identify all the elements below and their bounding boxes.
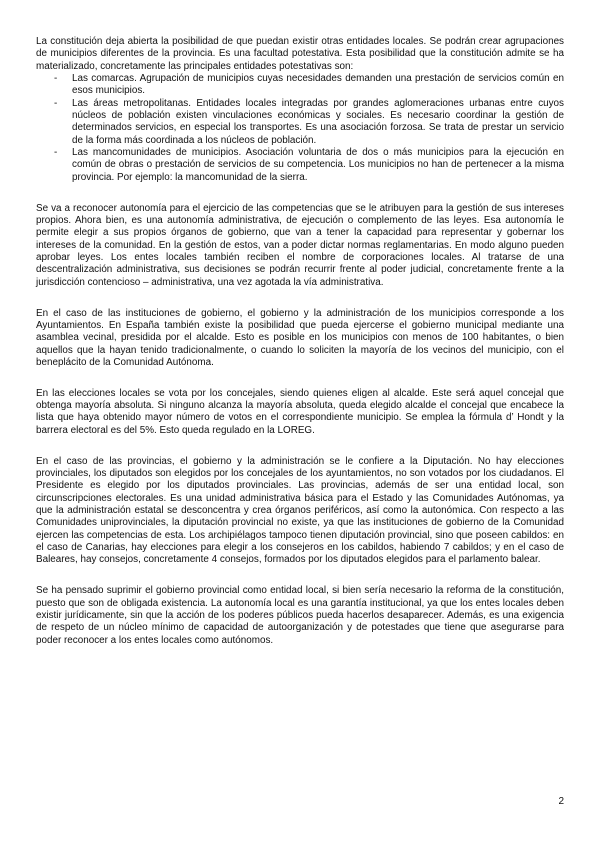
list-bullet: - <box>54 73 58 85</box>
list-item-text: Las comarcas. Agrupación de municipios cuyas necesidades demanden una prestación de servicios común en esos municipios. <box>72 73 564 97</box>
intro-paragraph: La constitución deja abierta la posibilidad de que puedan existir otras entidades locales. Se podrán crear agrupaciones de municipios diferentes de la provincia. Es una facultad potestativa. Esta posibilidad que la constitución admite se ha materializado, concretamente las principales entidades potestativas son: <box>36 36 564 72</box>
paragraph-instituciones-gobierno: En el caso de las instituciones de gobierno, el gobierno y la administración de los municipios corresponde a los Ayuntamientos. En España también existe la posibilidad que pueda ejercerse el gobierno municipal mediante una asamblea vecinal, presidida por el alcalde. Esto es posible en los municipios con menos de 100 habitantes, o bien aquellos que la hayan tenido tradicionalmente, o cuando lo soliciten la mayoría de los vecinos del municipio, con el beneplácito de la Comunidad Autónoma. <box>36 307 564 368</box>
list-bullet: - <box>54 147 58 159</box>
paragraph-suprimir-gobierno-provincial: Se ha pensado suprimir el gobierno provincial como entidad local, si bien sería necesario la reforma de la constitución, puesto que son de obligada existencia. La autonomía local es una garantía institucional, ya que los entes locales deben existir jurídicamente, sin que la acción de los poderes públicos pueda hacerlos desaparecer. Además, es una exigencia de respeto de un núcleo mínimo de capacidad de autoorganización y de potestades que tiene que asegurarse para poder reconocer a los entes locales como autónomos. <box>36 585 564 646</box>
list-item-mancomunidades <box>36 147 564 184</box>
paragraph-elecciones-locales: En las elecciones locales se vota por los concejales, siendo quienes eligen al alcalde. Este será aquel concejal que obtenga mayoría absoluta. Si ninguno alcanza la mayoría absoluta, queda elegido alcalde el concejal que encabece la lista que haya obtenido mayor número de votos en el correspondiente municipio. Se emplea la fórmula d’ Hondt y la barrera electoral es del 5%. Esto queda regulado en la LOREG. <box>36 387 564 436</box>
list-item-text: Las mancomunidades de municipios. Asociación voluntaria de dos o más municipios para la ejecución en común de obras o prestación de servicios de su competencia. Los municipios no han de pertenecer a la misma provincia. Por ejemplo: la mancomunidad de la sierra. <box>72 147 564 183</box>
paragraph-autonomia: Se va a reconocer autonomía para el ejercicio de las competencias que se le atribuyen para la gestión de sus intereses propios. Ahora bien, es una autonomía administrativa, de ejecución o complemento de las leyes. Esa autonomía le permite elegir a sus propios órganos de gobierno, que van a tener la capacidad para representar y gobernar los intereses de la comunidad. En la gestión de estos, van a poder dictar normas reglamentarias. En modo alguno pueden aprobar leyes. Los entes locales también reciben el nombre de corporaciones locales. Al tratarse de una descentralización administrativa, sus decisiones se podrán recurrir frente al poder judicial, concretamente frente a la jurisdicción contencioso – administrativa, una vez agotada la vía administrativa. <box>36 202 564 288</box>
list-item-areas-metropolitanas <box>36 98 564 147</box>
list-item-text: Las áreas metropolitanas. Entidades locales integradas por grandes aglomeraciones urbanas entre cuyos núcleos de población existen vinculaciones económicas y sociales. Es necesario coordinar la gestión de determinados servicios, en especial los transportes. Es una asociación forzosa. Se trata de prestar un servicio de la forma más coordinada a los núcleos de población. <box>72 97 564 146</box>
paragraph-provincias: En el caso de las provincias, el gobierno y la administración se le confiere a la Diputación. No hay elecciones provinciales, los diputados son elegidos por los concejales de los ayuntamientos, no son votados por los ciudadanos. El Presidente es elegido por los diputados provinciales. Las provincias, además de ser una entidad local, son circunscripciones electorales. Es una unidad administrativa básica para el Estado y las Comunidades Autónomas, ya que la administración estatal se desconcentra y crea órganos periféricos, así como la autonómica. Con respecto a las Comunidades uniprovinciales, la diputación provincial no existe, ya que las instituciones de gobierno de la Comunidad ejercen las competencias de esta. Los archipiélagos tampoco tienen diputación provincial, sino que poseen cabildos: en el caso de Canarias, hay elecciones para elegir a los consejeros en los cabildos, habiendo 7 cabildos; y en el caso de Baleares, hay consejos, concretamente 4 consejos, formados por los diputados elegidos para el parlamento balear. <box>36 455 564 566</box>
entity-list <box>36 73 564 184</box>
list-bullet: - <box>54 97 58 109</box>
list-item-comarcas <box>36 73 564 98</box>
page-number: 2 <box>558 796 564 807</box>
document-page <box>36 36 564 665</box>
